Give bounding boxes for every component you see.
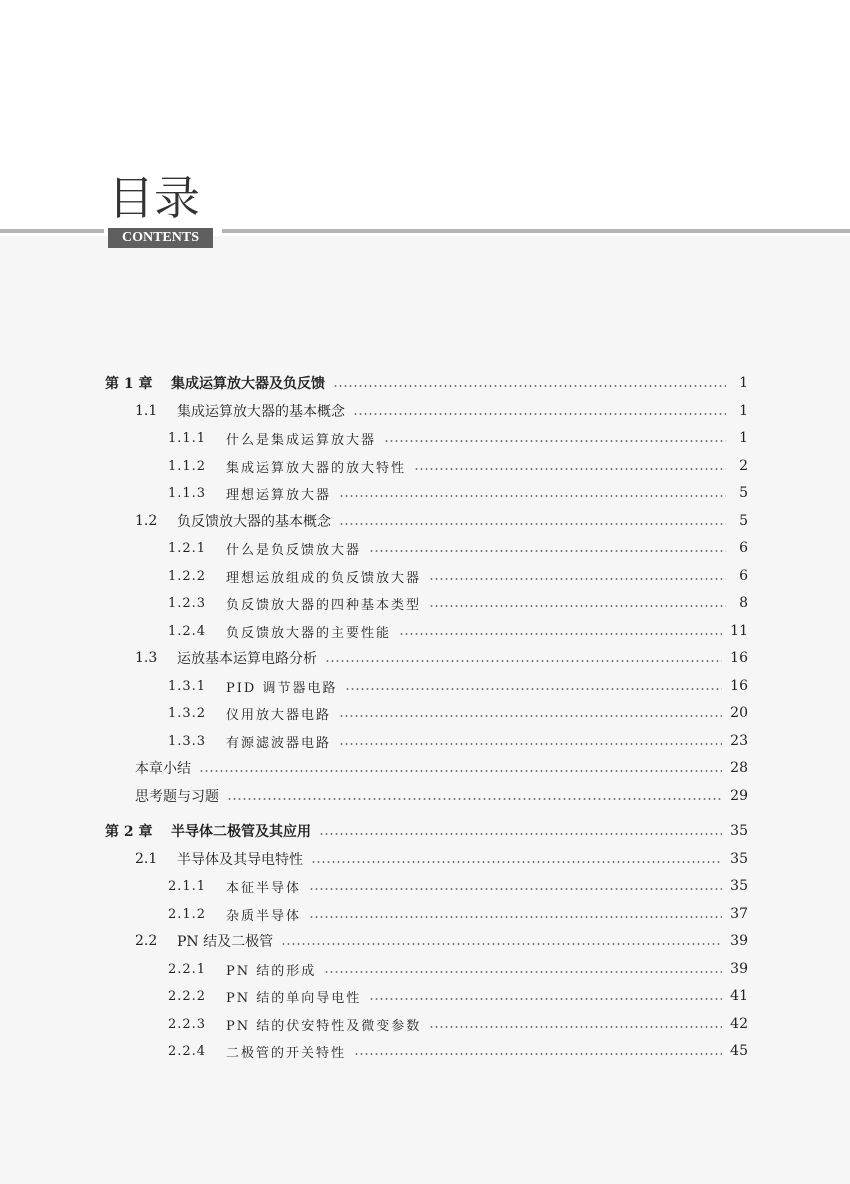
toc-entry-title: PN 结的伏安特性及微变参数 — [226, 1018, 422, 1034]
toc-entry-number: 2.2 — [135, 933, 158, 949]
toc-entry-number: 第 2 章 — [105, 824, 153, 840]
toc-entry-title: 什么是集成运算放大器 — [226, 432, 377, 448]
toc-entry-page-number: 45 — [730, 1043, 748, 1059]
dot-leader — [429, 1026, 722, 1028]
toc-entry-chap — [105, 821, 748, 841]
toc-entry-title: 本章小结 — [135, 761, 191, 777]
toc-entry-page-number: 1 — [739, 403, 748, 419]
toc-entry-sec — [135, 511, 748, 531]
dot-leader — [429, 605, 726, 607]
toc-entry-title: 本征半导体 — [226, 880, 302, 896]
toc-entry-misc — [135, 786, 748, 806]
toc-entry-page-number: 6 — [739, 540, 748, 556]
toc-entry-page-number: 11 — [730, 623, 748, 639]
dot-leader — [384, 440, 726, 442]
toc-entry-title: 有源滤波器电路 — [226, 735, 332, 751]
toc-entry-number: 2.2.3 — [168, 1016, 207, 1032]
toc-entry-number: 2.1 — [135, 851, 158, 867]
toc-entry-title: 思考题与习题 — [135, 789, 219, 805]
toc-entry-number: 1.2.3 — [168, 595, 207, 611]
dot-leader — [333, 385, 726, 387]
toc-entry-title: 集成运算放大器及负反馈 — [171, 376, 325, 392]
toc-entry-page-number: 41 — [730, 988, 748, 1004]
page-title: 目录 — [108, 171, 200, 225]
toc-entry-page-number: 16 — [730, 650, 748, 666]
toc-entry-title: PN 结的形成 — [226, 963, 317, 979]
toc-entry-sub — [168, 986, 748, 1006]
toc-entry-title: PN 结的单向导电性 — [226, 990, 362, 1006]
toc-entry-title: PID 调节器电路 — [226, 680, 338, 696]
dot-leader — [339, 743, 722, 745]
toc-entry-sub — [168, 703, 748, 723]
dot-leader — [339, 715, 722, 717]
toc-entry-number: 第 1 章 — [105, 376, 153, 392]
toc-entry-page-number: 5 — [739, 513, 748, 529]
toc-entry-title: 仪用放大器电路 — [226, 707, 332, 723]
toc-entry-number: 1.2 — [135, 513, 158, 529]
toc-entry-number: 1.2.4 — [168, 623, 207, 639]
toc-entry-page-number: 29 — [730, 788, 748, 804]
toc-entry-number: 1.1.1 — [168, 430, 207, 446]
dot-leader — [311, 861, 722, 863]
toc-entry-title: 半导体及其导电特性 — [177, 852, 303, 868]
toc-entry-sec — [135, 401, 748, 421]
dot-leader — [353, 413, 726, 415]
toc-entry-number: 2.2.1 — [168, 961, 207, 977]
toc-entry-sub — [168, 483, 748, 503]
dot-leader — [429, 578, 726, 580]
contents-label: CONTENTS — [108, 228, 213, 248]
dot-leader — [199, 770, 722, 772]
toc-entry-title: 集成运算放大器的放大特性 — [226, 460, 407, 476]
toc-entry-sec — [135, 849, 748, 869]
toc-entry-title: 理想运放组成的负反馈放大器 — [226, 570, 422, 586]
dot-leader — [399, 633, 722, 635]
toc-entry-sub — [168, 593, 748, 613]
toc-entry-title: 半导体二极管及其应用 — [171, 824, 311, 840]
toc-entry-number: 1.3 — [135, 650, 158, 666]
toc-entry-page-number: 1 — [739, 375, 748, 391]
toc-entry-sub — [168, 428, 748, 448]
toc-entry-page-number: 5 — [739, 485, 748, 501]
toc-entry-page-number: 39 — [730, 933, 748, 949]
toc-entry-title: PN 结及二极管 — [177, 934, 274, 950]
toc-entry-page-number: 35 — [730, 823, 748, 839]
toc-entry-sub — [168, 876, 748, 896]
toc-entry-sub — [168, 731, 748, 751]
dot-leader — [369, 550, 726, 552]
toc-entry-page-number: 23 — [730, 733, 748, 749]
toc-entry-title: 负反馈放大器的主要性能 — [226, 625, 392, 641]
toc-entry-page-number: 8 — [739, 595, 748, 611]
toc-entry-sub — [168, 621, 748, 641]
dot-leader — [414, 468, 726, 470]
toc-entry-title: 运放基本运算电路分析 — [177, 651, 317, 667]
toc-entry-number: 1.1.2 — [168, 458, 207, 474]
toc-entry-page-number: 6 — [739, 568, 748, 584]
toc-entry-title: 负反馈放大器的四种基本类型 — [226, 597, 422, 613]
dot-leader — [369, 998, 722, 1000]
toc-entry-sub — [168, 1014, 748, 1034]
toc-entry-number: 1.3.3 — [168, 733, 207, 749]
toc-entry-sub — [168, 538, 748, 558]
toc-entry-page-number: 20 — [730, 705, 748, 721]
toc-entry-title: 什么是负反馈放大器 — [226, 542, 362, 558]
toc-entry-page-number: 16 — [730, 678, 748, 694]
toc-entry-sec — [135, 648, 748, 668]
toc-entry-title: 二极管的开关特性 — [226, 1045, 347, 1061]
toc-entry-number: 2.2.4 — [168, 1043, 207, 1059]
toc-entry-sub — [168, 456, 748, 476]
dot-leader — [325, 660, 722, 662]
toc-entry-sec — [135, 931, 748, 951]
toc-entry-sub — [168, 1041, 748, 1061]
toc-entry-number: 2.1.2 — [168, 906, 207, 922]
toc-entry-number: 1.1 — [135, 403, 158, 419]
toc-entry-title: 集成运算放大器的基本概念 — [177, 404, 345, 420]
toc-entry-sub — [168, 904, 748, 924]
toc-entry-title: 负反馈放大器的基本概念 — [177, 514, 331, 530]
toc-entry-number: 1.1.3 — [168, 485, 207, 501]
dot-leader — [324, 971, 722, 973]
toc-entry-number: 1.2.2 — [168, 568, 207, 584]
toc-entry-chap — [105, 373, 748, 393]
toc-entry-title: 杂质半导体 — [226, 908, 302, 924]
dot-leader — [309, 916, 722, 918]
toc-entry-page-number: 1 — [739, 430, 748, 446]
toc-entry-page-number: 35 — [730, 878, 748, 894]
toc-entry-misc — [135, 758, 748, 778]
toc-entry-page-number: 2 — [739, 458, 748, 474]
toc-entry-page-number: 42 — [730, 1016, 748, 1032]
dot-leader — [345, 688, 722, 690]
dot-leader — [309, 888, 722, 890]
dot-leader — [339, 523, 726, 525]
toc-entry-page-number: 37 — [730, 906, 748, 922]
toc-entry-number: 2.2.2 — [168, 988, 207, 1004]
dot-leader — [227, 798, 722, 800]
dot-leader — [319, 833, 722, 835]
header-rule-right — [222, 229, 850, 233]
toc-entry-number: 1.3.1 — [168, 678, 207, 694]
toc-entry-number: 1.3.2 — [168, 705, 207, 721]
toc-entry-sub — [168, 566, 748, 586]
toc-entry-sub — [168, 959, 748, 979]
dot-leader — [281, 943, 722, 945]
dot-leader — [354, 1053, 722, 1055]
toc-entry-sub — [168, 676, 748, 696]
header-rule-left — [0, 229, 104, 233]
dot-leader — [339, 495, 726, 497]
toc-entry-page-number: 28 — [730, 760, 748, 776]
toc-entry-page-number: 39 — [730, 961, 748, 977]
toc-entry-title: 理想运算放大器 — [226, 487, 332, 503]
toc-entry-number: 1.2.1 — [168, 540, 207, 556]
toc-entry-page-number: 35 — [730, 851, 748, 867]
toc-entry-number: 2.1.1 — [168, 878, 207, 894]
